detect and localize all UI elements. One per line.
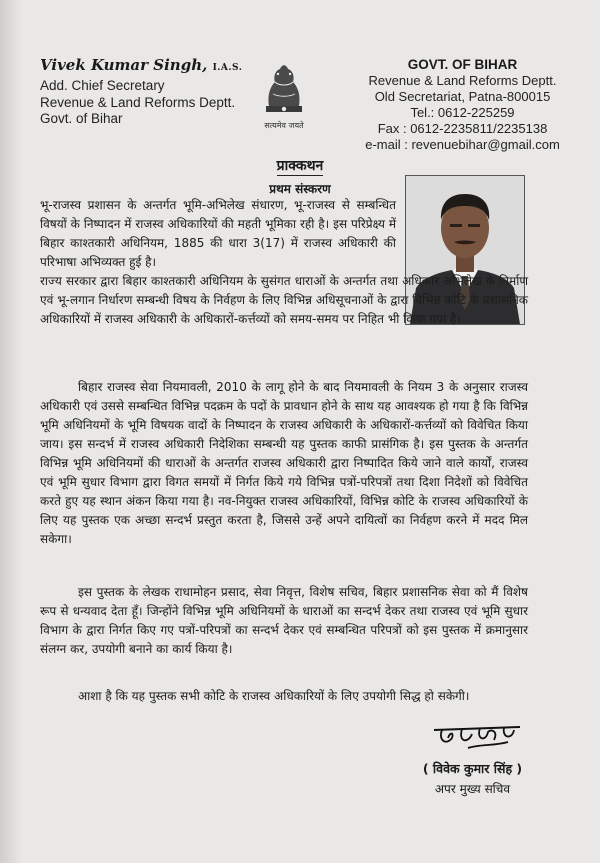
officer-designation: Add. Chief Secretary [40, 78, 165, 93]
page-title [0, 156, 600, 175]
office-address: Old Secretariat, Patna-800015 [374, 89, 551, 104]
emblem-motto: सत्यमेव जयते [264, 121, 304, 130]
officer-suffix: I.A.S. [212, 63, 243, 73]
handwritten-signature [428, 718, 528, 758]
officer-name-text: Vivek Kumar Singh, [40, 56, 208, 74]
dept-name: Revenue & Land Reforms Deptt. [368, 73, 557, 88]
fax: Fax : 0612-2235811/2235138 [377, 121, 548, 136]
officer-department: Revenue & Land Reforms Deptt. [40, 94, 236, 110]
telephone: Tel.: 0612-225259 [410, 105, 515, 120]
paragraph-rules: बिहार राजस्व सेवा नियमावली, 2010 के लागू होने के बाद नियमावली के नियम 3 के अनुसार राजस्व अधिकारी एवं उससे सम्बन्धित विभिन्न पदक्रम के पदों के प्रावधान होने के साथ यह आवश्यक हो गया है कि विभिन्न भूमि अधिनियमों के भूमि विषयक वादों के निष्पादन के राजस्व अधिकारी के अधिकारों-कर्त्तव्यों को विवेचित किया जाय। इस सन्दर्भ में राजस्व अधिकारी निदेशिका सम्बन्धी यह पुस्तक काफी प्रासंगिक है। इस पुस्तक के अन्तर्गत विभिन्न भूमि अधिनियमों की धाराओं के अन्तर्गत राजस्व अधिकारी द्वारा निष्पादित किये जाने वाले कार्यों, राजस्व एवं भूमि सुधार विभाग द्वारा विगत समयों में निर्गत किये गये विभिन्न पत्रों-परिपत्रों तथा दिशा निदेशों को विवेचित करते हुए यह स्थान अंकन किया गया है। नव-नियुक्त राजस्व अधिकारियों, विभिन्न कोटि के राजस्व अधिकारियों के लिए यह पुस्तक एक अच्छा सन्दर्भ प्रस्तुत करता है, जिससे उन्हें अपने दायित्वों का निर्वहण करने में मदद मिल सकेगा। [40, 380, 528, 546]
paragraph-closing: आशा है कि यह पुस्तक सभी कोटि के राजस्व अधिकारियों के लिए उपयोगी सिद्ध हो सकेगी। [78, 689, 470, 703]
ashoka-emblem-icon [261, 60, 307, 120]
state-emblem [254, 60, 314, 136]
paragraph-intro: भू-राजस्व प्रशासन के अन्तर्गत भूमि-अभिलेख संधारण, भू-राजस्व से सम्बन्धित विषयों के निष्पादन में राजस्व अधिकारियों की महती भूमिका रही है। इस परिप्रेक्ष्य में बिहार काश्तकारी अधिनियम, 1885 की धारा 3(17) में राजस्व अधिकारी की परिभाषा अभिव्यक्त हुई है। [40, 198, 396, 269]
officer-name [40, 56, 260, 78]
paragraph-thanks: इस पुस्तक के लेखक राधामोहन प्रसाद, सेवा निवृत्त, विशेष सचिव, बिहार प्रशासनिक सेवा को मैं विशेष रूप से धन्यवाद देता हूँ। जिन्होंने विभिन्न भूमि अधिनियमों के धाराओं का सन्दर्भ देकर तथा राजस्व एवं भूमि सुधार विभाग के द्वारा निर्गत किए गए पत्रों-परिपत्रों का सन्दर्भ देकर एवं सम्बन्धित परिपत्रों को इस पुस्तक में क्रमानुसार संलग्न कर, उपयोगी बनाने का कार्य किया है। [40, 585, 528, 656]
page-subtitle: प्रथम संस्करण [269, 182, 331, 196]
signatory-name: ( विवेक कुमार सिंह ) [422, 761, 523, 776]
page-shadow [0, 0, 22, 863]
signatory-designation: अपर मुख्य सचिव [434, 782, 511, 796]
letterhead-left [40, 56, 260, 128]
officer-government: Govt. of Bihar [40, 111, 123, 126]
govt-name: GOVT. OF BIHAR [407, 57, 518, 72]
email: e-mail : revenuebihar@gmail.com [365, 137, 560, 152]
paragraph-intro-cont: राज्य सरकार द्वारा बिहार काश्तकारी अधिनियम के सुसंगत धाराओं के अन्तर्गत तथा अधिकार अभिलेख के निर्माण एवं भू-लगान निर्धारण सम्बन्धी विषय के निर्वहण के लिए विभिन्न अधिसूचनाओं के द्वारा विभिन्न कोटि के प्रशासनिक अधिकारियों में राजस्व अधिकारी के अधिकारों-कर्त्तव्यों को समय-समय पर निहित भी किया गया है। [40, 274, 528, 326]
page-title-text: प्राक्कथन [276, 158, 324, 174]
signature-mark [428, 718, 528, 758]
letterhead-right [330, 57, 595, 153]
